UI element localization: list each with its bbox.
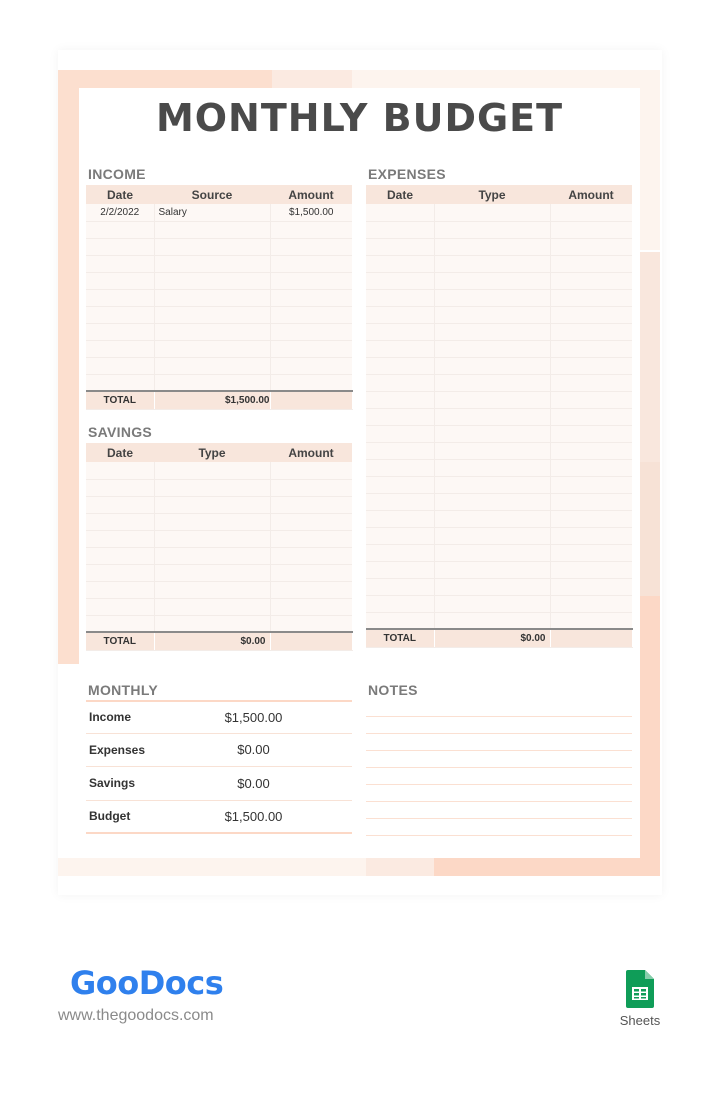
table-cell[interactable] [86, 564, 154, 581]
table-row[interactable] [86, 547, 352, 564]
table-row[interactable] [366, 357, 632, 374]
table-cell[interactable] [154, 479, 270, 496]
table-cell[interactable] [366, 408, 434, 425]
income-date-cell[interactable]: 2/2/2022 [86, 204, 154, 221]
decor-block [352, 70, 660, 90]
table-cell[interactable] [366, 204, 434, 221]
table-cell[interactable] [550, 221, 632, 238]
table-cell[interactable] [86, 581, 154, 598]
table-cell[interactable] [434, 306, 550, 323]
table-row[interactable] [366, 323, 632, 340]
table-cell[interactable] [154, 374, 270, 391]
table-cell[interactable] [366, 357, 434, 374]
table-cell[interactable] [270, 374, 352, 391]
table-cell[interactable] [154, 306, 270, 323]
table-cell[interactable] [86, 547, 154, 564]
table-cell[interactable] [550, 493, 632, 510]
table-row[interactable] [366, 459, 632, 476]
total-empty-cell [270, 632, 352, 650]
column-header: Date [86, 443, 154, 462]
summary-row [86, 734, 352, 768]
table-row[interactable] [366, 527, 632, 544]
table-cell[interactable] [270, 323, 352, 340]
page-title: MONTHLY BUDGET [155, 96, 564, 140]
table-cell[interactable] [86, 479, 154, 496]
table-cell[interactable] [550, 391, 632, 408]
table-row[interactable] [366, 374, 632, 391]
note-line[interactable] [366, 785, 632, 802]
table-cell[interactable] [366, 255, 434, 272]
table-cell[interactable] [550, 306, 632, 323]
table-cell[interactable] [154, 564, 270, 581]
summary-row [86, 700, 352, 734]
summary-label: Income [89, 710, 132, 725]
table-cell[interactable] [434, 493, 550, 510]
table-cell[interactable] [270, 289, 352, 306]
table-cell[interactable] [270, 479, 352, 496]
column-header: Date [86, 185, 154, 204]
expenses-table [366, 185, 633, 648]
table-cell[interactable] [550, 595, 632, 612]
table-cell[interactable] [550, 340, 632, 357]
table-cell[interactable] [270, 615, 352, 632]
table-cell[interactable] [86, 374, 154, 391]
table-cell[interactable] [270, 306, 352, 323]
income-table [86, 185, 353, 410]
table-row[interactable] [366, 544, 632, 561]
table-row[interactable] [366, 272, 632, 289]
table-row[interactable] [366, 476, 632, 493]
savings-label: SAVINGS [88, 424, 153, 440]
table-row[interactable] [86, 615, 352, 632]
table-cell[interactable] [550, 510, 632, 527]
summary-value: $0.00 [237, 742, 270, 758]
table-cell[interactable] [270, 221, 352, 238]
table-cell[interactable] [154, 598, 270, 615]
table-cell[interactable] [434, 204, 550, 221]
table-cell[interactable] [154, 272, 270, 289]
table-cell[interactable] [366, 442, 434, 459]
table-cell[interactable] [366, 493, 434, 510]
notes-label: NOTES [368, 682, 418, 698]
table-cell[interactable] [550, 238, 632, 255]
table-cell[interactable] [550, 374, 632, 391]
table-row[interactable] [366, 578, 632, 595]
table-cell[interactable] [154, 513, 270, 530]
table-row[interactable] [86, 581, 352, 598]
table-cell[interactable] [86, 306, 154, 323]
table-row[interactable] [86, 357, 352, 374]
table-cell[interactable] [434, 289, 550, 306]
table-cell[interactable] [434, 255, 550, 272]
table-cell[interactable] [550, 323, 632, 340]
table-cell[interactable] [550, 476, 632, 493]
table-cell[interactable] [154, 462, 270, 479]
table-cell[interactable] [550, 459, 632, 476]
table-cell[interactable] [86, 615, 154, 632]
table-cell[interactable] [550, 272, 632, 289]
decor-block [640, 90, 660, 250]
note-line[interactable] [366, 768, 632, 785]
note-line[interactable] [366, 717, 632, 734]
table-row[interactable] [86, 221, 352, 238]
total-label: TOTAL [366, 629, 434, 647]
table-cell[interactable] [434, 476, 550, 493]
table-cell[interactable] [154, 255, 270, 272]
table-row[interactable] [86, 374, 352, 391]
table-row[interactable] [86, 323, 352, 340]
income-amount-cell[interactable]: $1,500.00 [270, 204, 352, 221]
table-cell[interactable] [366, 425, 434, 442]
notes-area[interactable] [366, 700, 632, 836]
table-cell[interactable] [434, 578, 550, 595]
table-cell[interactable] [86, 340, 154, 357]
monthly-summary [86, 700, 352, 834]
summary-row [86, 801, 352, 835]
table-cell[interactable] [270, 598, 352, 615]
note-line[interactable] [366, 700, 632, 717]
table-cell[interactable] [154, 323, 270, 340]
table-row[interactable] [366, 221, 632, 238]
table-cell[interactable] [86, 462, 154, 479]
table-cell[interactable] [434, 459, 550, 476]
table-row[interactable] [366, 204, 632, 221]
table-cell[interactable] [434, 408, 550, 425]
summary-label: Budget [89, 809, 131, 824]
table-row[interactable] [86, 462, 352, 479]
table-cell[interactable] [366, 238, 434, 255]
table-row[interactable] [366, 306, 632, 323]
table-cell[interactable] [270, 340, 352, 357]
table-cell[interactable] [270, 530, 352, 547]
table-cell[interactable] [550, 204, 632, 221]
table-cell[interactable] [86, 289, 154, 306]
table-cell[interactable] [434, 238, 550, 255]
summary-value: $1,500.00 [224, 709, 283, 725]
note-line[interactable] [366, 802, 632, 819]
table-cell[interactable] [434, 340, 550, 357]
website-link[interactable]: www.thegoodocs.com [58, 1007, 214, 1024]
note-line[interactable] [366, 819, 632, 836]
table-cell[interactable] [86, 272, 154, 289]
column-header: Source [154, 185, 270, 204]
table-cell[interactable] [86, 221, 154, 238]
savings-total-value: $0.00 [154, 632, 270, 650]
goodocs-logo: GooDocs [70, 964, 224, 1002]
column-header: Type [154, 443, 270, 462]
summary-value: $1,500.00 [224, 808, 283, 824]
table-cell[interactable] [434, 510, 550, 527]
monthly-label: MONTHLY [88, 682, 159, 698]
decor-block [640, 596, 660, 876]
google-sheets-icon [626, 970, 654, 1008]
table-cell[interactable] [366, 476, 434, 493]
table-cell[interactable] [270, 272, 352, 289]
table-row[interactable] [366, 289, 632, 306]
table-cell[interactable] [434, 391, 550, 408]
table-cell[interactable] [366, 561, 434, 578]
table-cell[interactable] [154, 581, 270, 598]
table-cell[interactable] [154, 357, 270, 374]
total-empty-cell [270, 391, 352, 409]
table-cell[interactable] [270, 255, 352, 272]
table-row[interactable] [86, 496, 352, 513]
table-cell[interactable] [270, 547, 352, 564]
decor-block [640, 252, 660, 462]
table-cell[interactable] [270, 496, 352, 513]
table-row[interactable] [366, 391, 632, 408]
table-cell[interactable] [550, 442, 632, 459]
note-line[interactable] [366, 734, 632, 751]
table-cell[interactable] [550, 357, 632, 374]
table-cell[interactable] [154, 289, 270, 306]
table-cell[interactable] [550, 255, 632, 272]
table-cell[interactable] [270, 357, 352, 374]
table-row[interactable] [86, 289, 352, 306]
table-cell[interactable] [270, 238, 352, 255]
table-row[interactable] [366, 425, 632, 442]
summary-row [86, 767, 352, 801]
table-row[interactable] [366, 510, 632, 527]
table-row[interactable] [86, 513, 352, 530]
table-cell[interactable] [366, 612, 434, 629]
table-row[interactable] [86, 564, 352, 581]
table-row[interactable] [86, 530, 352, 547]
table-row[interactable] [366, 442, 632, 459]
table-cell[interactable] [154, 547, 270, 564]
column-header: Amount [270, 185, 352, 204]
column-header: Date [366, 185, 434, 204]
table-cell[interactable] [154, 615, 270, 632]
table-cell[interactable] [366, 340, 434, 357]
table-cell[interactable] [434, 374, 550, 391]
expenses-total-value: $0.00 [434, 629, 550, 647]
income-label: INCOME [88, 166, 146, 182]
column-header: Amount [550, 185, 632, 204]
table-cell[interactable] [366, 527, 434, 544]
savings-table [86, 443, 353, 651]
income-source-cell[interactable]: Salary [154, 204, 270, 221]
table-cell[interactable] [550, 527, 632, 544]
decor-block [640, 462, 660, 596]
table-row[interactable] [366, 595, 632, 612]
table-cell[interactable] [366, 391, 434, 408]
decor-block [272, 70, 352, 90]
table-row[interactable] [86, 204, 352, 221]
table-cell[interactable] [270, 581, 352, 598]
total-label: TOTAL [86, 391, 154, 409]
table-cell[interactable] [86, 323, 154, 340]
column-header: Amount [270, 443, 352, 462]
table-cell[interactable] [86, 513, 154, 530]
table-cell[interactable] [434, 544, 550, 561]
decor-block [58, 858, 366, 876]
table-row[interactable] [366, 238, 632, 255]
table-cell[interactable] [86, 530, 154, 547]
income-total-row [86, 391, 352, 409]
decor-block [434, 858, 660, 876]
table-cell[interactable] [154, 530, 270, 547]
table-cell[interactable] [366, 272, 434, 289]
table-cell[interactable] [366, 323, 434, 340]
table-cell[interactable] [270, 564, 352, 581]
table-row[interactable] [86, 238, 352, 255]
table-cell[interactable] [434, 357, 550, 374]
table-cell[interactable] [434, 442, 550, 459]
table-row[interactable] [366, 340, 632, 357]
table-row[interactable] [86, 272, 352, 289]
decor-block [366, 858, 434, 876]
table-cell[interactable] [366, 595, 434, 612]
table-cell[interactable] [434, 425, 550, 442]
sheets-label: Sheets [619, 1013, 661, 1028]
expenses-label: EXPENSES [368, 166, 446, 182]
table-cell[interactable] [550, 578, 632, 595]
table-cell[interactable] [366, 510, 434, 527]
table-cell[interactable] [434, 612, 550, 629]
table-cell[interactable] [86, 598, 154, 615]
income-total-value: $1,500.00 [154, 391, 270, 409]
table-row[interactable] [366, 561, 632, 578]
summary-value: $0.00 [237, 775, 270, 791]
total-label: TOTAL [86, 632, 154, 650]
table-cell[interactable] [550, 425, 632, 442]
table-cell[interactable] [434, 527, 550, 544]
table-cell[interactable] [86, 255, 154, 272]
table-cell[interactable] [270, 513, 352, 530]
table-cell[interactable] [550, 289, 632, 306]
table-cell[interactable] [366, 221, 434, 238]
table-cell[interactable] [434, 595, 550, 612]
table-cell[interactable] [366, 374, 434, 391]
summary-label: Expenses [89, 742, 146, 757]
expenses-total-row [366, 629, 632, 647]
note-line[interactable] [366, 751, 632, 768]
table-cell[interactable] [86, 496, 154, 513]
table-cell[interactable] [550, 544, 632, 561]
table-row[interactable] [86, 255, 352, 272]
table-row[interactable] [366, 255, 632, 272]
table-cell[interactable] [366, 459, 434, 476]
summary-label: Savings [89, 776, 136, 791]
table-row[interactable] [366, 408, 632, 425]
table-row[interactable] [86, 479, 352, 496]
table-cell[interactable] [154, 340, 270, 357]
table-cell[interactable] [366, 544, 434, 561]
table-cell[interactable] [366, 306, 434, 323]
table-cell[interactable] [434, 561, 550, 578]
table-cell[interactable] [434, 323, 550, 340]
table-cell[interactable] [550, 408, 632, 425]
table-row[interactable] [366, 493, 632, 510]
table-cell[interactable] [366, 578, 434, 595]
table-cell[interactable] [366, 289, 434, 306]
table-row[interactable] [86, 306, 352, 323]
table-row[interactable] [86, 340, 352, 357]
table-cell[interactable] [550, 561, 632, 578]
table-row[interactable] [86, 598, 352, 615]
table-cell[interactable] [154, 238, 270, 255]
table-cell[interactable] [434, 272, 550, 289]
table-cell[interactable] [86, 238, 154, 255]
table-cell[interactable] [434, 221, 550, 238]
table-row[interactable] [366, 612, 632, 629]
table-cell[interactable] [550, 612, 632, 629]
table-cell[interactable] [154, 496, 270, 513]
column-header: Type [434, 185, 550, 204]
table-cell[interactable] [86, 357, 154, 374]
table-cell[interactable] [154, 221, 270, 238]
savings-total-row [86, 632, 352, 650]
total-empty-cell [550, 629, 632, 647]
table-cell[interactable] [270, 462, 352, 479]
